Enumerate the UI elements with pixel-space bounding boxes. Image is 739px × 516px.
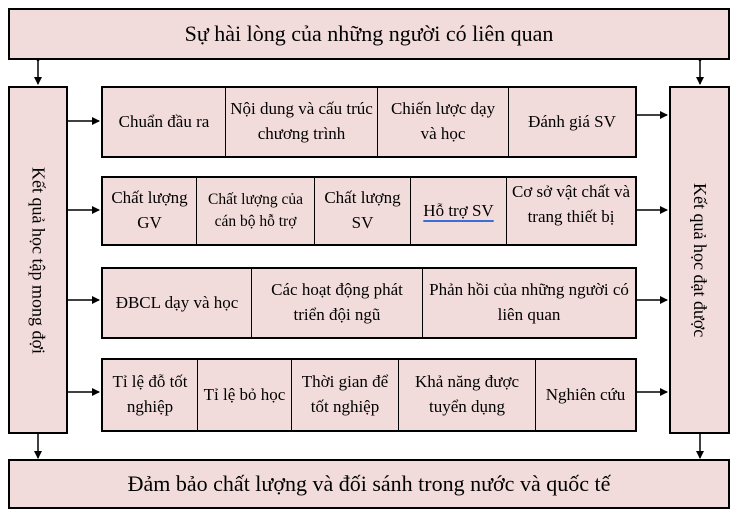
cell-chat-luong-sv: Chất lượng SV — [315, 178, 411, 244]
row-1 — [101, 86, 637, 158]
cell-danh-gia-sv: Đánh giá SV — [528, 111, 616, 131]
cell-kha-nang-tuyen-dung: Khả năng được tuyển dụng — [399, 360, 536, 430]
right-column-box — [669, 86, 730, 434]
cell-nghien-cuu: Nghiên cứu — [545, 384, 626, 404]
bottom-banner-text: Đảm bảo chất lượng và đối sánh trong nước và quốc tế — [127, 471, 611, 496]
cell-ti-le-do-tot-nghiep: Tỉ lệ đỗ tốt nghiệp — [103, 360, 198, 430]
cell-chien-luoc-day-hoc: Chiến lược dạy và học — [378, 88, 509, 156]
bottom-banner — [8, 459, 730, 509]
right-column-text: Kết quả học đạt được — [690, 182, 710, 338]
cell-ho-tro-sv — [411, 178, 507, 244]
cell-ti-le-bo-hoc: Tỉ lệ bỏ học — [198, 360, 292, 430]
cell-phan-hoi: Phản hồi của những người có liên quan — [429, 280, 629, 324]
cell-dbcl-day-hoc: ĐBCL dạy và học — [103, 269, 252, 337]
cell-chat-luong-gv: Chất lượng GV — [103, 178, 197, 244]
cell-noi-dung-chuong-trinh: Nội dung và cấu trúc chương trình — [226, 88, 378, 156]
ho-tro-sv-text: Hỗ trợ SV — [423, 200, 494, 220]
cell-chat-luong-can-bo: Chất lượng của cán bộ hỗ trợ — [197, 178, 315, 244]
row-2 — [101, 176, 637, 246]
cell-chuan-dau-ra: Chuẩn đầu ra — [103, 88, 226, 156]
left-column-text: Kết quả học tập mong đợi — [28, 166, 49, 354]
row-4 — [101, 358, 637, 432]
co-so-vat-chat-text: Cơ sở vật chất và trang thiết bị — [511, 182, 631, 226]
cell-thoi-gian-tot-nghiep: Thời gian để tốt nghiệp — [292, 360, 399, 430]
row-3 — [101, 267, 637, 339]
left-column-box — [8, 86, 68, 434]
top-banner-text: Sự hài lòng của những người có liên quan — [184, 21, 554, 46]
top-banner — [8, 8, 730, 60]
cell-co-so-vat-chat — [507, 178, 635, 244]
cell-hoat-dong-phat-trien: Các hoạt động phát triển đội ngũ — [252, 269, 423, 337]
